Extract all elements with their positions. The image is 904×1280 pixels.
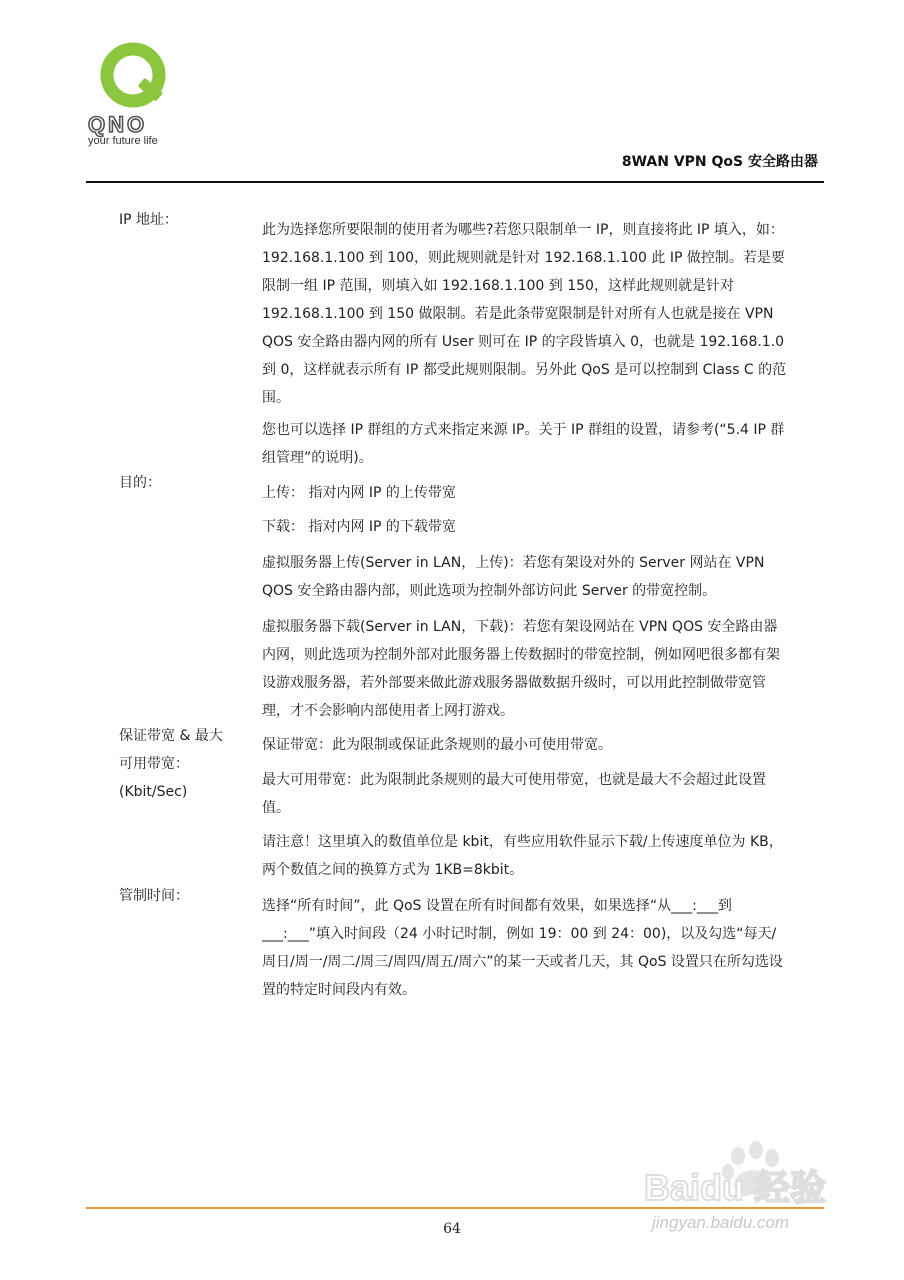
paragraph-virtual-server-upload: 虚拟服务器上传(Server in LAN，上传)：若您有架设对外的 Server 网站在 VPN QOS 安全路由器内部，则此选项为控制外部访问此 Server 的带宽控制。 [262,555,765,599]
paragraph-upload: 上传： 指对内网 IP 的上传带宽 [262,485,456,501]
watermark-url: jingyan.baidu.com [652,1213,790,1232]
paragraph-virtual-server-download: 虚拟服务器下载(Server in LAN，下载)：若您有架设网站在 VPN QOS 安全路由器内网，则此选项为控制外部对此服务器上传数据时的带宽控制，例如网吧很多都有架设游戏服务器，若外部要来做此游戏服务器做数据升级时，可以用此控制做带宽管理，才不会影响内部使用者上网打游戏。 [262,619,780,719]
paragraph-ip-range: 此为选择您所要限制的使用者为哪些?若您只限制单一 IP，则直接将此 IP 填入，如：192.168.1.100 到 100，则此规则就是针对 192.168.1.100 此 IP 做控制。若是要限制一组 IP 范围，则填入如 192.168.1.100 到 150，这样此规则就是针对 192.168.1.100 到 150 做限制。若是此条带宽限制是针对所有人也就是接在 VPN QOS 安全路由器内网的所有 User 则可在 IP 的字段皆填入 0，也就是 192.168.1.0 到 0，这样就表示所有 IP 都受此规则限制。另外此 QoS 是可以控制到 Class C 的范围。 [262,222,787,406]
paragraph-download: 下载： 指对内网 IP 的下载带宽 [262,519,456,535]
svg-text:Baidu 经验: Baidu 经验 [644,1167,827,1208]
label-purpose: 目的： [119,475,161,491]
paragraph-guaranteed-bandwidth: 保证带宽：此为限制或保证此条规则的最小可使用带宽。 [262,737,612,753]
label-bandwidth-line1: 保证带宽 & 最大 [119,728,223,744]
label-schedule-time: 管制时间： [119,888,189,904]
paragraph-unit-note: 请注意！这里填入的数值单位是 kbit，有些应用软件显示下载/上传速度单位为 KB，两个数值之间的换算方式为 1KB=8kbit。 [262,834,783,878]
label-ip-address: IP 地址： [119,212,179,228]
document-header-title: 8WAN VPN QoS 安全路由器 [621,154,818,170]
label-bandwidth-unit: (Kbit/Sec) [119,784,188,800]
paragraph-max-bandwidth: 最大可用带宽：此为限制此条规则的最大可使用带宽，也就是最大不会超过此设置值。 [262,772,766,816]
paragraph-schedule: 选择“所有时间”，此 QoS 设置在所有时间都有效果，如果选择“从___:___到___:___”填入时间段（24 小时记时制，例如 19：00 到 24：00)，以及勾选“每天/周日/周一/周二/周三/周四/周五/周六”的某一天或者几天，其 QoS 设置只在所勾选设置的特定时间段内有效。 [262,898,783,998]
header-divider [86,181,824,183]
paragraph-ip-group: 您也可以选择 IP 群组的方式来指定来源 IP。关于 IP 群组的设置，请参考(“5.4 IP 群组管理”的说明)。 [262,422,785,466]
page-number: 64 [443,1221,461,1237]
logo-tagline: your future life [88,135,158,147]
svg-text:QNO: QNO [88,112,148,137]
label-bandwidth-line2: 可用带宽： [119,756,189,772]
